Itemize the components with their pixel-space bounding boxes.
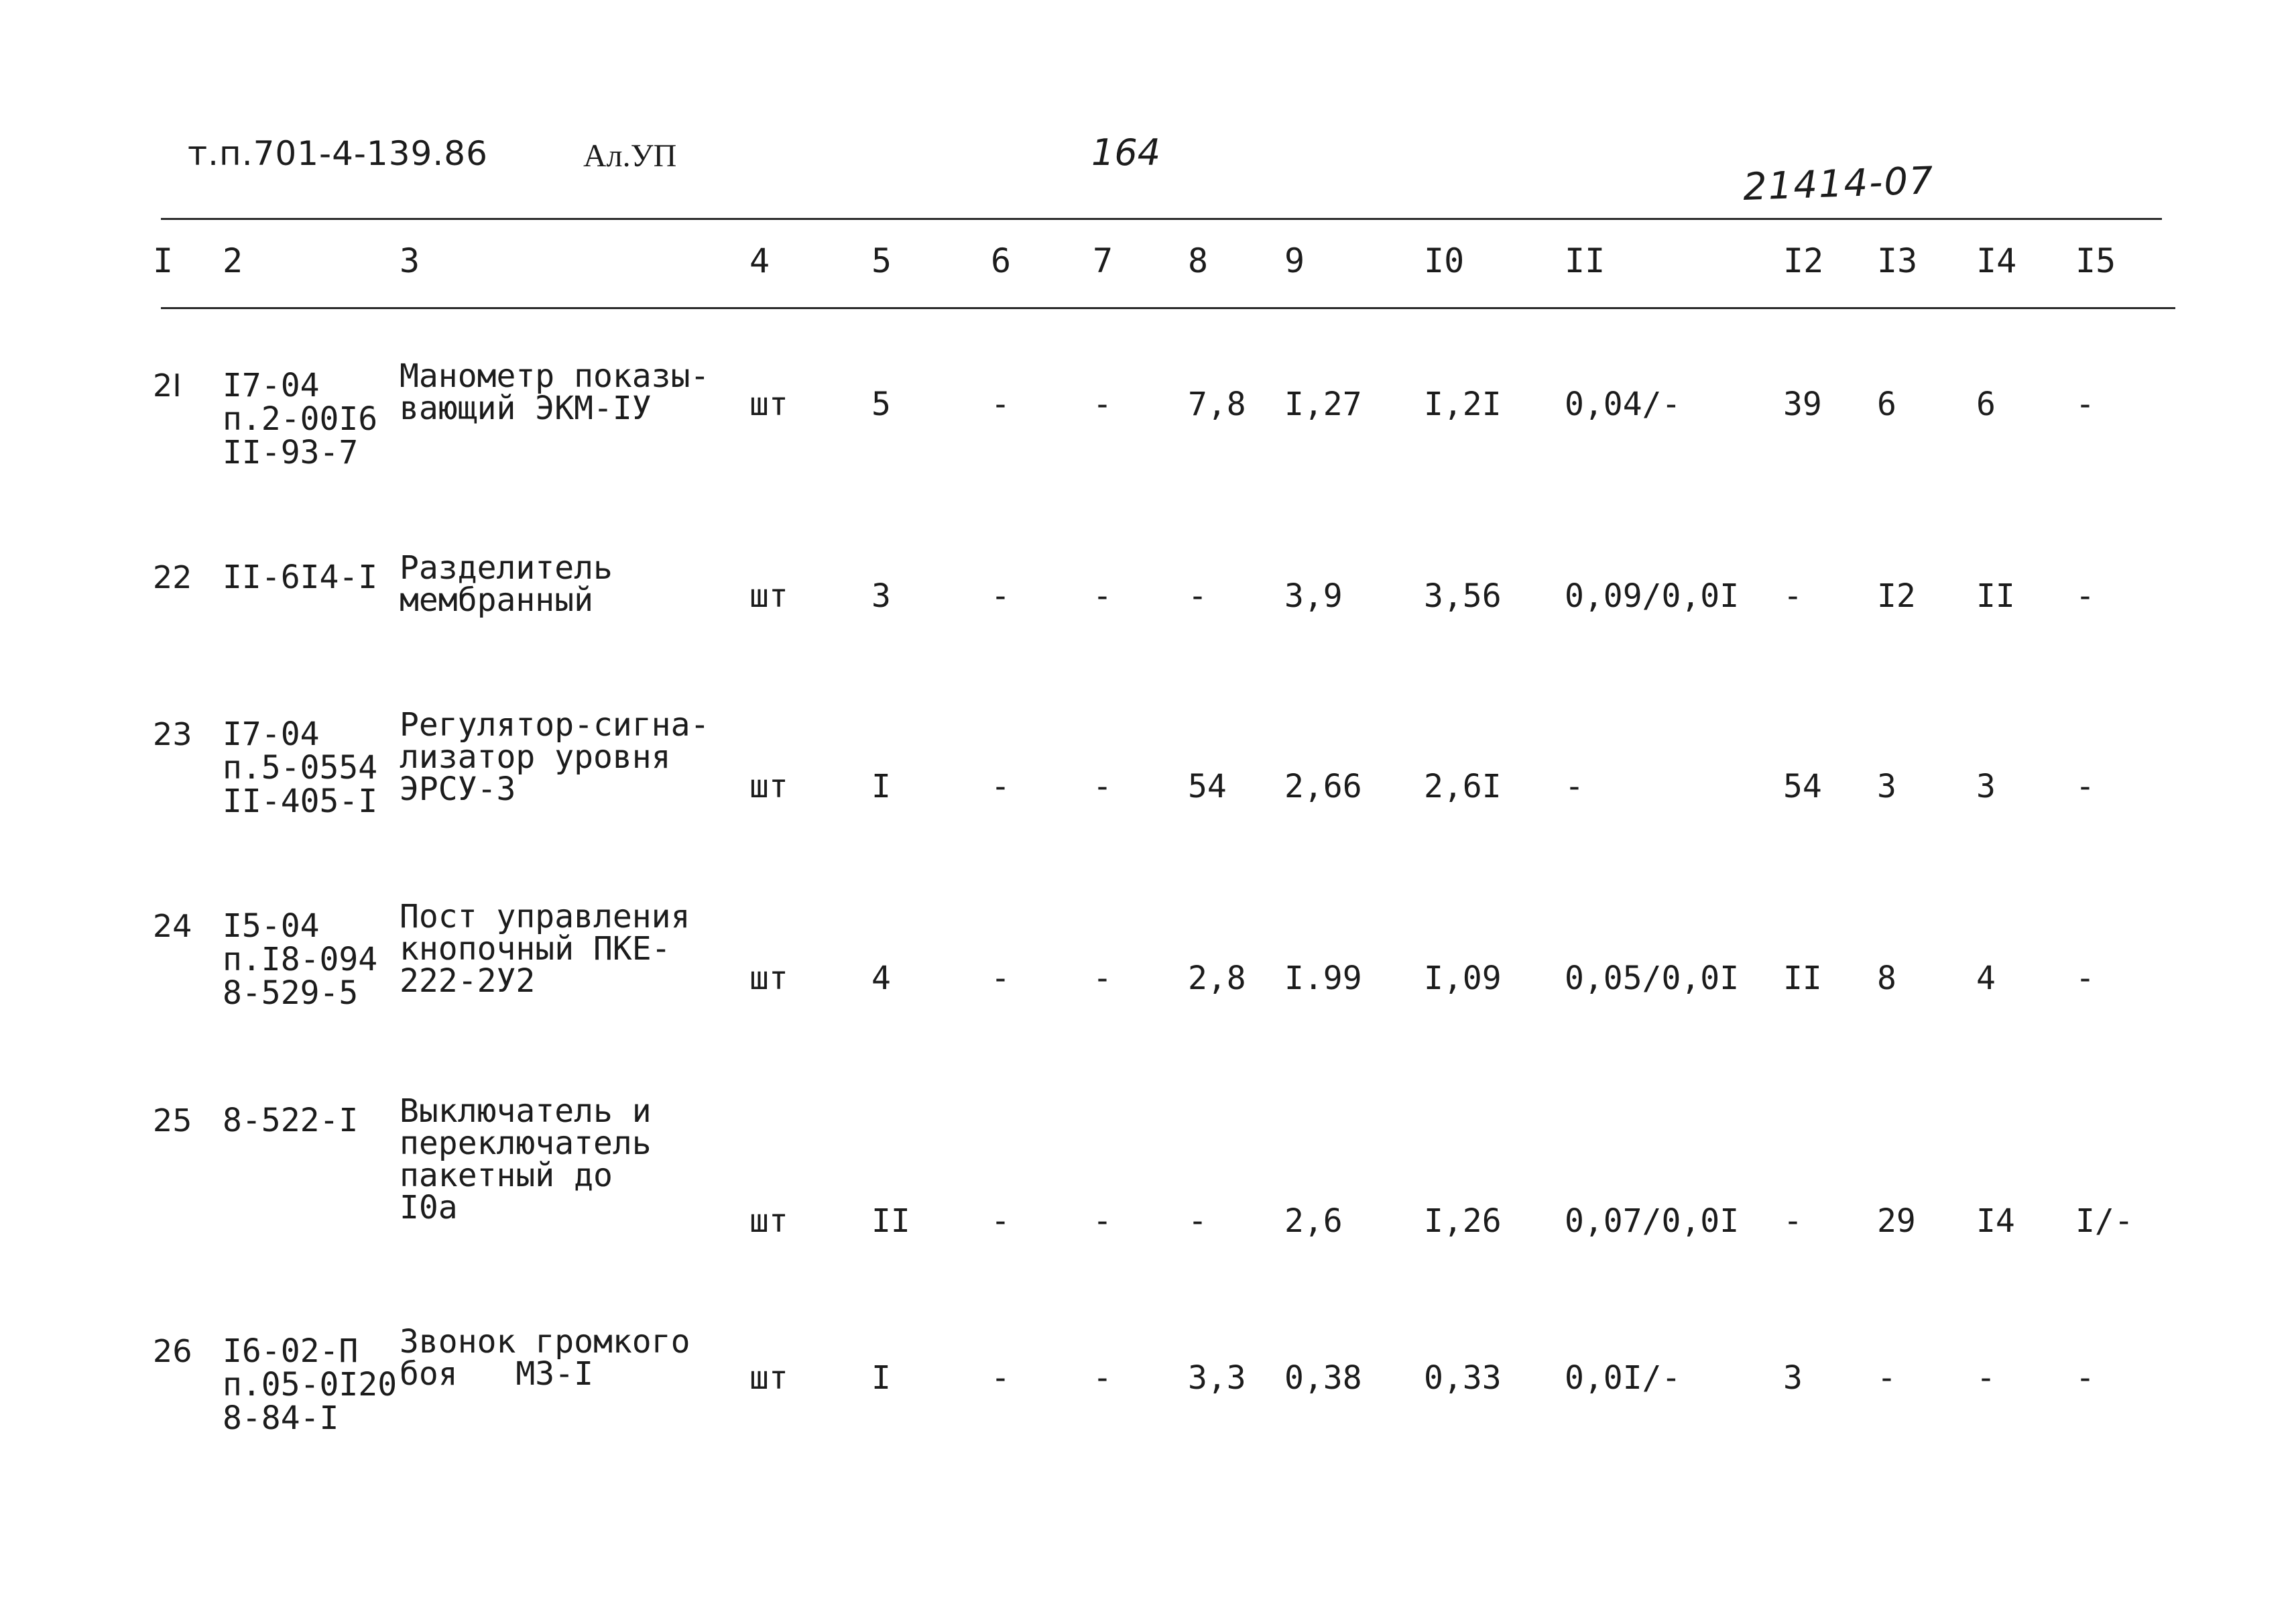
item-name-line: Пост управления <box>400 898 690 935</box>
cell-col-12: - <box>1783 577 1803 615</box>
cell-col-11: 0,09/0,0I <box>1565 577 1740 615</box>
price-code-line: I6-02-П <box>223 1332 359 1370</box>
price-code-line: п.I8-094 <box>223 941 378 978</box>
cell-col-10: 2,6I <box>1424 768 1502 805</box>
price-code-line: II-93-7 <box>223 434 359 471</box>
cell-unit: шт <box>749 1359 788 1397</box>
column-header-8: 8 <box>1188 241 1209 280</box>
column-header-3: 3 <box>400 241 420 280</box>
column-header-12: I2 <box>1783 241 1824 280</box>
cell-col-6: - <box>991 577 1010 615</box>
item-name-line: боя МЗ-I <box>400 1355 593 1393</box>
cell-col-10: I,09 <box>1424 960 1502 997</box>
cell-col-8: - <box>1188 1202 1207 1240</box>
cell-col-7: - <box>1093 577 1112 615</box>
cell-col-9: 2,66 <box>1284 768 1362 805</box>
cell-unit: шт <box>749 577 788 615</box>
price-code-line: I7-04 <box>223 715 320 753</box>
column-header-1: I <box>153 241 174 280</box>
cell-col-8: - <box>1188 577 1207 615</box>
cell-col-14: 4 <box>1976 960 1996 997</box>
cell-col-9: 0,38 <box>1284 1359 1362 1397</box>
cell-col-14: II <box>1976 577 2015 615</box>
cell-col-8: 54 <box>1188 768 1227 805</box>
row-number: 26 <box>153 1333 192 1369</box>
item-name-line: I0а <box>400 1189 458 1226</box>
cell-col-15: - <box>2075 1359 2095 1397</box>
item-name-line: пакетный до <box>400 1157 613 1194</box>
cell-col-11: 0,04/- <box>1565 386 1681 423</box>
document-code: т.п.701-4-139.86 <box>188 134 488 173</box>
column-header-9: 9 <box>1284 241 1305 280</box>
cell-col-7: - <box>1093 1202 1112 1240</box>
item-name-line: Регулятор-сигна- <box>400 706 710 744</box>
cell-col-12: 39 <box>1783 386 1822 423</box>
item-name-line: мембранный <box>400 581 593 619</box>
cell-col-13: 6 <box>1877 386 1896 423</box>
cell-col-6: - <box>991 386 1010 423</box>
cell-col-15: - <box>2075 386 2095 423</box>
cell-quantity: I <box>871 1359 891 1397</box>
cell-col-12: 3 <box>1783 1359 1803 1397</box>
column-header-10: I0 <box>1424 241 1465 280</box>
cell-col-15: I/- <box>2075 1202 2134 1240</box>
cell-quantity: II <box>871 1202 910 1240</box>
page-number: 164 <box>1091 131 1161 174</box>
cell-col-8: 7,8 <box>1188 386 1246 423</box>
item-name-line: Звонок громкого <box>400 1323 690 1361</box>
item-name-line: лизатор уровня <box>400 738 671 776</box>
cell-col-10: 3,56 <box>1424 577 1502 615</box>
cell-col-7: - <box>1093 960 1112 997</box>
item-name-line: кнопочный ПКЕ- <box>400 930 671 968</box>
cell-col-7: - <box>1093 1359 1112 1397</box>
cell-col-13: I2 <box>1877 577 1916 615</box>
cell-col-12: II <box>1783 960 1822 997</box>
cell-unit: шт <box>749 768 788 805</box>
cell-col-13: 3 <box>1877 768 1896 805</box>
cell-col-15: - <box>2075 768 2095 805</box>
row-number: 24 <box>153 908 192 944</box>
price-code-line: 8-84-I <box>223 1399 339 1437</box>
price-code-line: II-405-I <box>223 783 378 820</box>
cell-col-13: - <box>1877 1359 1896 1397</box>
archive-number: 21414-07 <box>1742 159 1935 209</box>
column-header-11: II <box>1565 241 1606 280</box>
cell-col-10: I,26 <box>1424 1202 1502 1240</box>
album-label: Ал.УП <box>583 138 677 174</box>
cell-col-8: 2,8 <box>1188 960 1246 997</box>
cell-quantity: 5 <box>871 386 891 423</box>
cell-quantity: I <box>871 768 891 805</box>
cell-col-9: I,27 <box>1284 386 1362 423</box>
cell-col-11: 0,05/0,0I <box>1565 960 1740 997</box>
column-header-13: I3 <box>1877 241 1918 280</box>
column-header-2: 2 <box>223 241 243 280</box>
price-code-line: 8-522-I <box>223 1102 359 1139</box>
cell-col-6: - <box>991 960 1010 997</box>
cell-col-7: - <box>1093 386 1112 423</box>
item-name-line: 222-2У2 <box>400 962 536 1000</box>
column-header-5: 5 <box>871 241 892 280</box>
column-header-15: I5 <box>2075 241 2116 280</box>
cell-unit: шт <box>749 386 788 423</box>
price-code-line: п.05-0I20 <box>223 1366 398 1403</box>
item-name-line: ЭРСУ-3 <box>400 770 516 808</box>
cell-col-11: 0,0I/- <box>1565 1359 1681 1397</box>
cell-quantity: 3 <box>871 577 891 615</box>
cell-col-12: 54 <box>1783 768 1822 805</box>
cell-col-13: 29 <box>1877 1202 1916 1240</box>
column-header-7: 7 <box>1093 241 1113 280</box>
cell-col-9: I.99 <box>1284 960 1362 997</box>
cell-quantity: 4 <box>871 960 891 997</box>
cell-col-10: 0,33 <box>1424 1359 1502 1397</box>
price-code-line: 8-529-5 <box>223 974 359 1012</box>
item-name-line: вающий ЭКМ-IУ <box>400 390 652 427</box>
cell-col-15: - <box>2075 960 2095 997</box>
cell-col-6: - <box>991 1202 1010 1240</box>
cell-col-6: - <box>991 768 1010 805</box>
cell-col-14: 3 <box>1976 768 1996 805</box>
column-header-4: 4 <box>749 241 770 280</box>
cell-col-9: 3,9 <box>1284 577 1343 615</box>
cell-col-9: 2,6 <box>1284 1202 1343 1240</box>
price-code-line: п.2-00I6 <box>223 400 378 438</box>
cell-col-11: - <box>1565 768 1584 805</box>
price-code-line: II-6I4-I <box>223 559 378 596</box>
cell-col-8: 3,3 <box>1188 1359 1246 1397</box>
item-name-line: переключатель <box>400 1125 652 1162</box>
column-header-14: I4 <box>1976 241 2017 280</box>
row-number: 22 <box>153 559 192 595</box>
row-number: 25 <box>153 1102 192 1139</box>
column-header-6: 6 <box>991 241 1012 280</box>
item-name-line: Выключатель и <box>400 1092 652 1130</box>
row-number: 23 <box>153 716 192 752</box>
item-name-line: Разделитель <box>400 549 613 587</box>
row-number: 2I <box>153 367 182 404</box>
price-code-line: I7-04 <box>223 367 320 404</box>
cell-col-6: - <box>991 1359 1010 1397</box>
cell-unit: шт <box>749 960 788 997</box>
cell-col-12: - <box>1783 1202 1803 1240</box>
item-name-line: Манометр показы- <box>400 357 710 395</box>
cell-col-14: - <box>1976 1359 1996 1397</box>
top-rule <box>161 218 2162 220</box>
header-rule <box>161 307 2175 309</box>
cell-col-13: 8 <box>1877 960 1896 997</box>
price-code-line: п.5-0554 <box>223 749 378 787</box>
cell-unit: шт <box>749 1202 788 1240</box>
cell-col-7: - <box>1093 768 1112 805</box>
price-code-line: I5-04 <box>223 907 320 945</box>
cell-col-11: 0,07/0,0I <box>1565 1202 1740 1240</box>
cell-col-14: 6 <box>1976 386 1996 423</box>
cell-col-10: I,2I <box>1424 386 1502 423</box>
cell-col-14: I4 <box>1976 1202 2015 1240</box>
cell-col-15: - <box>2075 577 2095 615</box>
